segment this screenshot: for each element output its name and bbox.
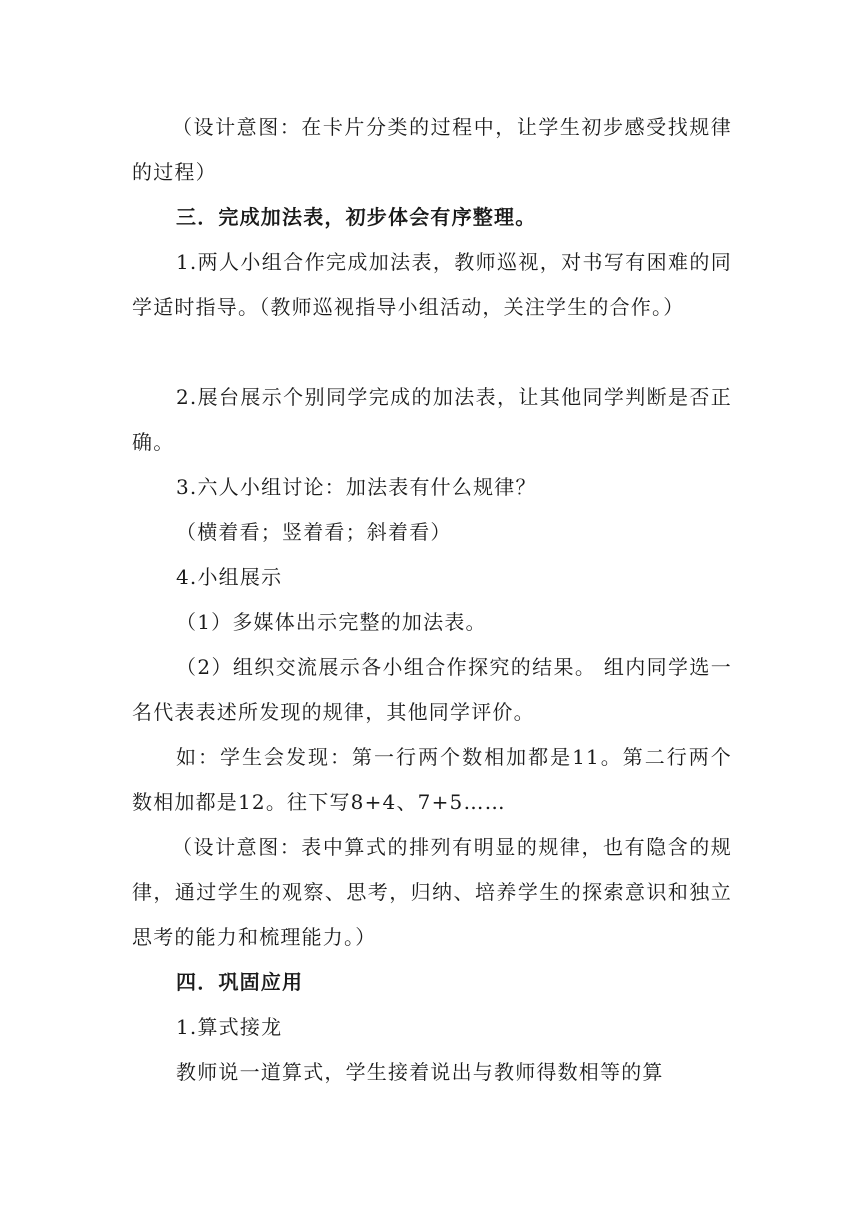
step-3-paragraph: 3.六人小组讨论：加法表有什么规律？ (176, 475, 537, 499)
design-intent-paragraph-2: （设计意图：表中算式的排列有明显的规律，也有隐含的规律，通过学生的观察、思考，归纳、培养学生的探索意识和独立思考的能力和梳理能力。） (132, 835, 732, 949)
practice-1-text: 教师说一道算式，学生接着说出与教师得数相等的算 (176, 1060, 664, 1084)
example-paragraph: 如：学生会发现：第一行两个数相加都是11。第二行两个数相加都是12。往下写8+4、7+5…… (132, 745, 732, 814)
section-heading-four: 四．巩固应用 (176, 970, 304, 994)
step-3-hint: （横着看；竖着看；斜着看） (176, 520, 452, 544)
step-1-paragraph: 1.两人小组合作完成加法表，教师巡视，对书写有困难的同学适时指导。（教师巡视指导小组活动，关注学生的合作。） (132, 250, 732, 319)
section-heading-three: 三．完成加法表，初步体会有序整理。 (176, 205, 537, 229)
step-4-paragraph: 4.小组展示 (176, 565, 283, 589)
step-4-sub-1: （1）多媒体出示完整的加法表。 (176, 610, 487, 634)
design-intent-paragraph: （设计意图：在卡片分类的过程中，让学生初步感受找规律的过程） (132, 115, 732, 184)
practice-1-title: 1.算式接龙 (176, 1015, 283, 1039)
step-2-paragraph: 2.展台展示个别同学完成的加法表，让其他同学判断是否正确。 (132, 385, 732, 454)
step-4-sub-2: （2）组织交流展示各小组合作探究的结果。 组内同学选一名代表表述所发现的规律，其他同学评价。 (132, 655, 732, 724)
